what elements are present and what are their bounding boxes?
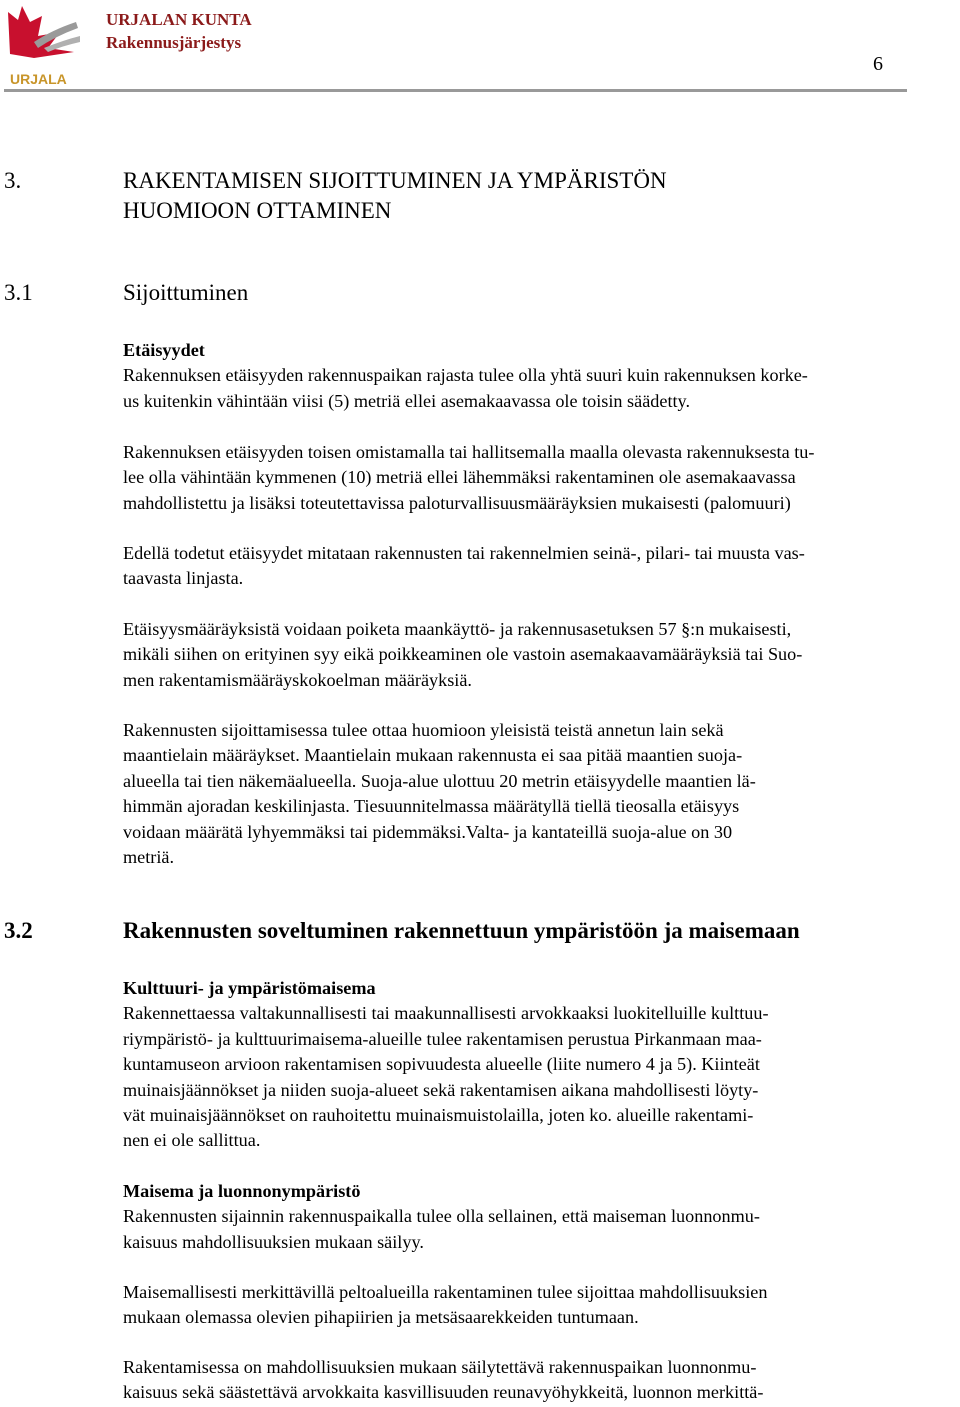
paragraph — [123, 1280, 953, 1331]
paragraph — [123, 541, 953, 592]
text-line: metriä. — [123, 847, 175, 868]
text-line: mikäli siihen on erityinen syy eikä poikkeaminen ole vastoin asemakaavamääräyksiä tai Suo- — [123, 644, 803, 665]
text-line: us kuitenkin vähintään viisi (5) metriä ellei asemakaavassa ole toisin säädetty. — [123, 390, 691, 411]
text-line: men rakentamismääräyskokoelman määräyksiä. — [123, 669, 472, 690]
paragraph-kulttuuri — [123, 976, 953, 1154]
subheading: Etäisyydet — [123, 340, 205, 360]
text-line: kaisuus mahdollisuuksien mukaan säilyy. — [123, 1231, 424, 1252]
text-line: voidaan määrätä lyhyemmäksi tai pidemmäksi.Valta- ja kantateillä suoja-alue on 30 — [123, 821, 733, 842]
section-title: Rakennusten soveltuminen rakennettuun ympäristöön ja maisemaan — [123, 918, 800, 943]
paragraph-maisema — [123, 1179, 953, 1255]
header-divider — [4, 89, 907, 92]
section-number: 3.2 — [4, 918, 33, 943]
section-number: 3.1 — [4, 280, 33, 305]
page-header — [0, 0, 960, 95]
text-line: himmän ajoradan keskilinjasta. Tiesuunnitelmassa määrätyllä tiellä tieosalla etäisyys — [123, 796, 740, 817]
text-line: alueella tai tien näkemäalueella. Suoja-alue ulottuu 20 metrin etäisyydelle maantien lä- — [123, 770, 756, 791]
text-line: maantielain määräykset. Maantielain mukaan rakennusta ei saa pitää maantien suoja- — [123, 745, 743, 766]
text-line: Rakennuksen etäisyyden toisen omistamalla tai hallitsemalla maalla olevasta rakennuksesta tu- — [123, 442, 815, 462]
text-line: lee olla vähintään kymmenen (10) metriä ellei lähemmäksi rakentaminen ole asemakaavassa — [123, 467, 796, 488]
text-line: mahdollistettu ja lisäksi toteutettavissa paloturvallisuusmääräyksien mukaisesti (palomuuri) — [123, 492, 791, 513]
urjala-logo-icon — [4, 2, 84, 90]
section-title-line: HUOMIOON OTTAMINEN — [123, 198, 392, 223]
svg-text:URJALA: URJALA — [10, 71, 67, 87]
text-line: Rakennettaessa valtakunnallisesti tai maakunnallisesti arvokkaaksi luokitelluille kulttuu- — [123, 1003, 769, 1024]
paragraph-etaisyydet — [123, 338, 953, 414]
text-line: kaisuus sekä säästettävä arvokkaita kasvillisuuden reunavyöhykkeitä, luonnon merkittä- — [123, 1382, 764, 1403]
section-title-line: RAKENTAMISEN SIJOITTUMINEN JA YMPÄRISTÖN — [123, 168, 667, 193]
text-line: nen ei ole sallittua. — [123, 1130, 261, 1151]
text-line: Etäisyysmääräyksistä voidaan poiketa maankäyttö- ja rakennusasetuksen 57 §:n mukaisesti, — [123, 619, 792, 639]
text-line: Edellä todetut etäisyydet mitataan rakennusten tai rakennelmien seinä-, pilari- tai muusta vas- — [123, 543, 805, 563]
text-line: kuntamuseon arvioon rakentamisen sopivuudesta alueelle (liite numero 4 ja 5). Kiinteät — [123, 1054, 760, 1075]
subheading: Maisema ja luonnonympäristö — [123, 1181, 361, 1201]
text-line: Rakentamisessa on mahdollisuuksien mukaan säilytettävä rakennuspaikan luonnonmu- — [123, 1357, 757, 1377]
page-number: 6 — [873, 53, 883, 75]
text-line: Rakennuksen etäisyyden rakennuspaikan rajasta tulee olla yhtä suuri kuin rakennuksen korke- — [123, 365, 808, 386]
paragraph — [123, 718, 953, 870]
text-line: mukaan olemassa olevien pihapiirien ja metsäsaarekkeiden tuntumaan. — [123, 1307, 639, 1328]
text-line: Maisemallisesti merkittävillä peltoalueilla rakentaminen tulee sijoittaa mahdollisuuksien — [123, 1282, 768, 1302]
subheading: Kulttuuri- ja ympäristömaisema — [123, 978, 376, 998]
paragraph — [123, 617, 953, 693]
section-number: 3. — [4, 168, 22, 193]
organization-name: URJALAN KUNTA — [106, 10, 252, 29]
text-line: riympäristö- ja kulttuurimaisema-alueille tulee rakentamisen perustua Pirkanmaan maa- — [123, 1028, 762, 1049]
paragraph — [123, 1355, 953, 1406]
text-line: Rakennusten sijainnin rakennuspaikalla tulee olla sellainen, että maiseman luonnonmu- — [123, 1206, 760, 1227]
paragraph — [123, 440, 953, 516]
text-line: muinaisjäännökset ja niiden suoja-alueet sekä rakentamisen aikana mahdollisesti löyty- — [123, 1079, 759, 1100]
text-line: Rakennusten sijoittamisessa tulee ottaa huomioon yleisistä teistä annetun lain sekä — [123, 720, 724, 740]
document-name: Rakennusjärjestys — [106, 33, 242, 52]
text-line: vät muinaisjäännökset on rauhoitettu muinaismuistolailla, joten ko. alueille rakentami- — [123, 1105, 754, 1126]
section-title: Sijoittuminen — [123, 280, 249, 305]
text-line: taavasta linjasta. — [123, 568, 244, 589]
